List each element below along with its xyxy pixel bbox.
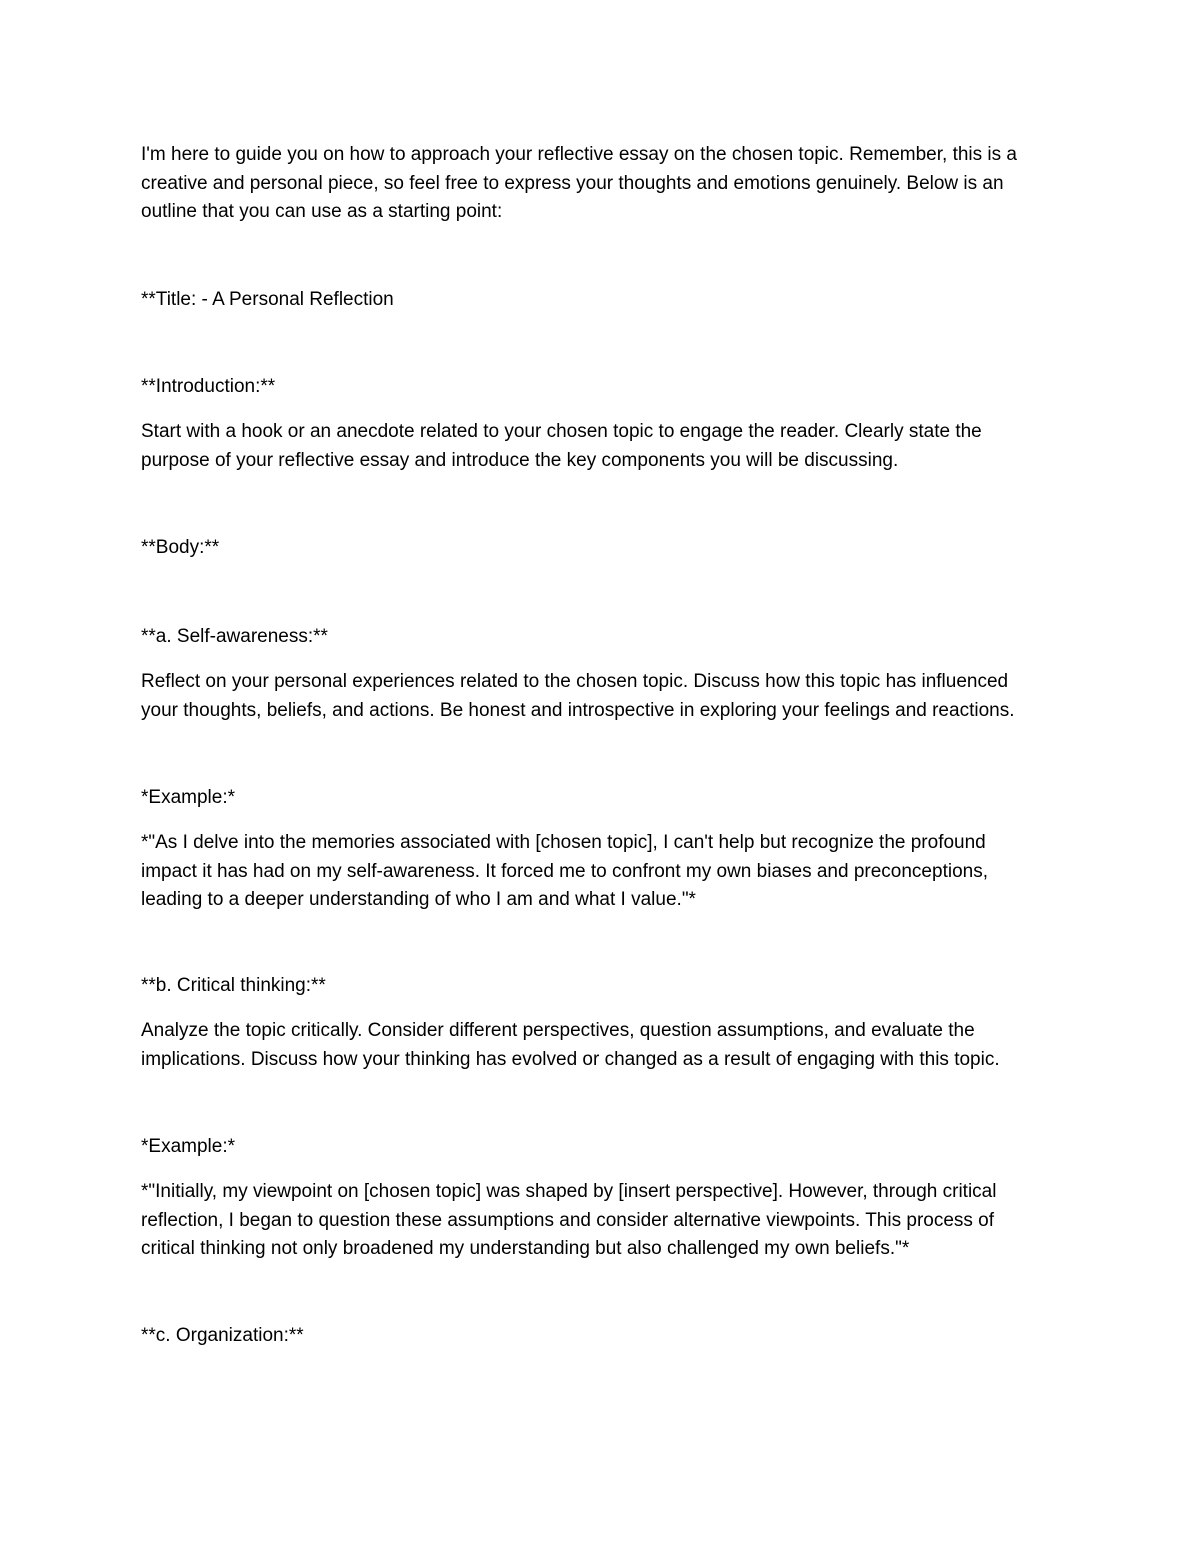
paragraph-line: implications. Discuss how your thinking has evolved or changed as a result of engaging with this topic. (141, 1048, 1000, 1070)
section-b-paragraph (141, 1017, 1061, 1074)
intro-line: I'm here to guide you on how to approach your reflective essay on the chosen topic. Remember, this is a (141, 144, 1017, 165)
paragraph-line: *"As I delve into the memories associated with [chosen topic], I can't help but recognize the profound (141, 832, 986, 853)
paragraph-line: purpose of your reflective essay and introduce the key components you will be discussing. (141, 449, 899, 471)
introduction-heading: **Introduction:** (141, 376, 276, 397)
title-line: **Title: - A Personal Reflection (141, 289, 394, 310)
paragraph-line: reflection, I began to question these assumptions and consider alternative viewpoints. This process of (141, 1209, 995, 1231)
paragraph-line: *"Initially, my viewpoint on [chosen topic] was shaped by [insert perspective]. However, through critical (141, 1181, 997, 1202)
section-b-heading: **b. Critical thinking:** (141, 975, 326, 996)
section-a-paragraph (141, 668, 1061, 725)
paragraph-line: Start with a hook or an anecdote related to your chosen topic to engage the reader. Clearly state the (141, 421, 982, 442)
intro-line: creative and personal piece, so feel free to express your thoughts and emotions genuinely. Below is an (141, 172, 1004, 194)
section-a-heading: **a. Self-awareness:** (141, 626, 328, 647)
example-a-paragraph (141, 829, 1061, 915)
intro-paragraph (141, 141, 1061, 227)
example-b-label: *Example:* (141, 1136, 235, 1157)
section-c-heading: **c. Organization:** (141, 1325, 304, 1346)
example-b-paragraph (141, 1178, 1061, 1264)
paragraph-line: impact it has had on my self-awareness. It forced me to confront my own biases and preconceptions, (141, 860, 988, 882)
body-heading: **Body:** (141, 537, 220, 558)
paragraph-line: your thoughts, beliefs, and actions. Be honest and introspective in exploring your feelings and reactions. (141, 699, 1015, 721)
introduction-paragraph (141, 418, 1061, 475)
example-a-label: *Example:* (141, 787, 235, 808)
paragraph-line: leading to a deeper understanding of who I am and what I value."* (141, 889, 696, 910)
paragraph-line: Reflect on your personal experiences related to the chosen topic. Discuss how this topic has influenced (141, 671, 1009, 692)
paragraph-line: critical thinking not only broadened my understanding but also challenged my own beliefs."* (141, 1238, 910, 1259)
paragraph-line: Analyze the topic critically. Consider different perspectives, question assumptions, and evaluate the (141, 1020, 975, 1041)
intro-line: outline that you can use as a starting point: (141, 201, 503, 222)
